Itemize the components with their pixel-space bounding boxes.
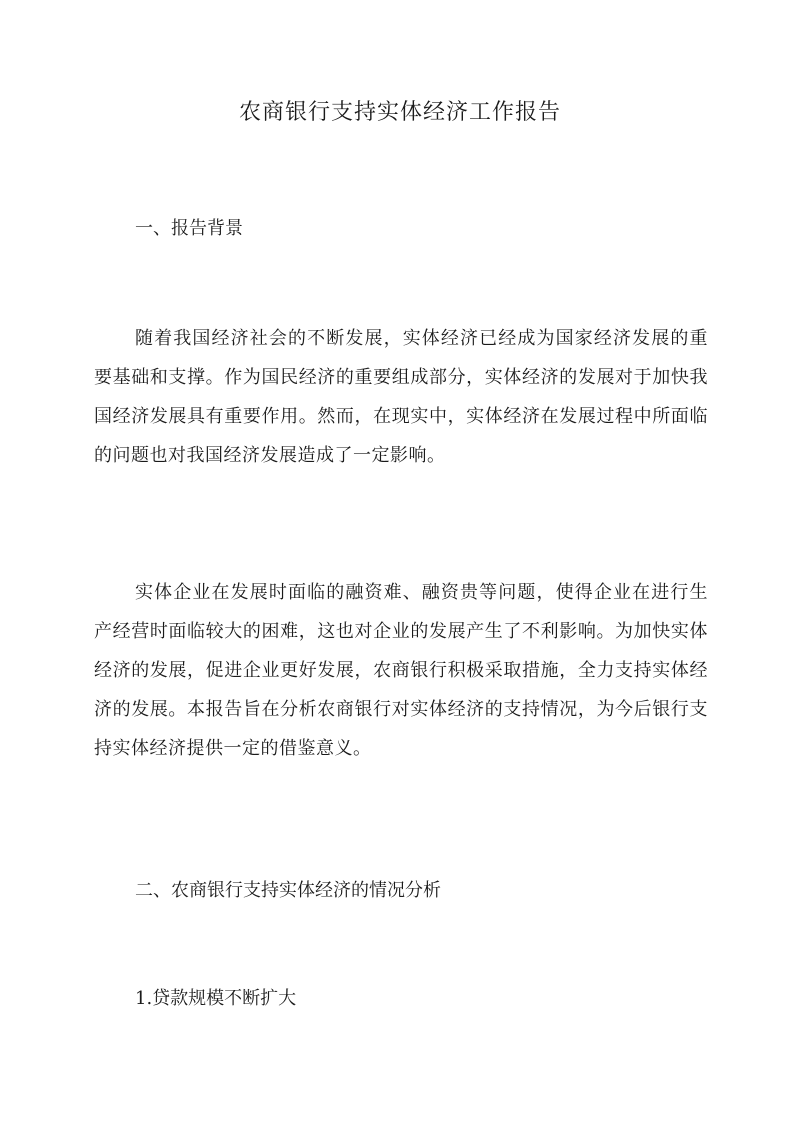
section-heading-analysis: 二、农商银行支持实体经济的情况分析 <box>135 880 441 901</box>
subsection-heading-loan-scale: 1.贷款规模不断扩大 <box>135 988 297 1009</box>
paragraph-background-1: 随着我国经济社会的不断发展，实体经济已经成为国家经济发展的重要基础和支撑。作为国民经济的重要组成部分，实体经济的发展对于加快我国经济发展具有重要作用。然而，在现实中，实体经济在发展过程中所面临的问题也对我国经济发展造成了一定影响。 <box>94 328 708 466</box>
document-title: 农商银行支持实体经济工作报告 <box>238 100 561 125</box>
section-heading-background: 一、报告背景 <box>135 218 243 239</box>
paragraph-background-2: 实体企业在发展时面临的融资难、融资贵等问题，使得企业在进行生产经营时面临较大的困难，这也对企业的发展产生了不利影响。为加快实体经济的发展，促进企业更好发展，农商银行积极采取措施，全力支持实体经济的发展。本报告旨在分析农商银行对实体经济的支持情况，为今后银行支持实体经济提供一定的借鉴意义。 <box>94 582 708 759</box>
